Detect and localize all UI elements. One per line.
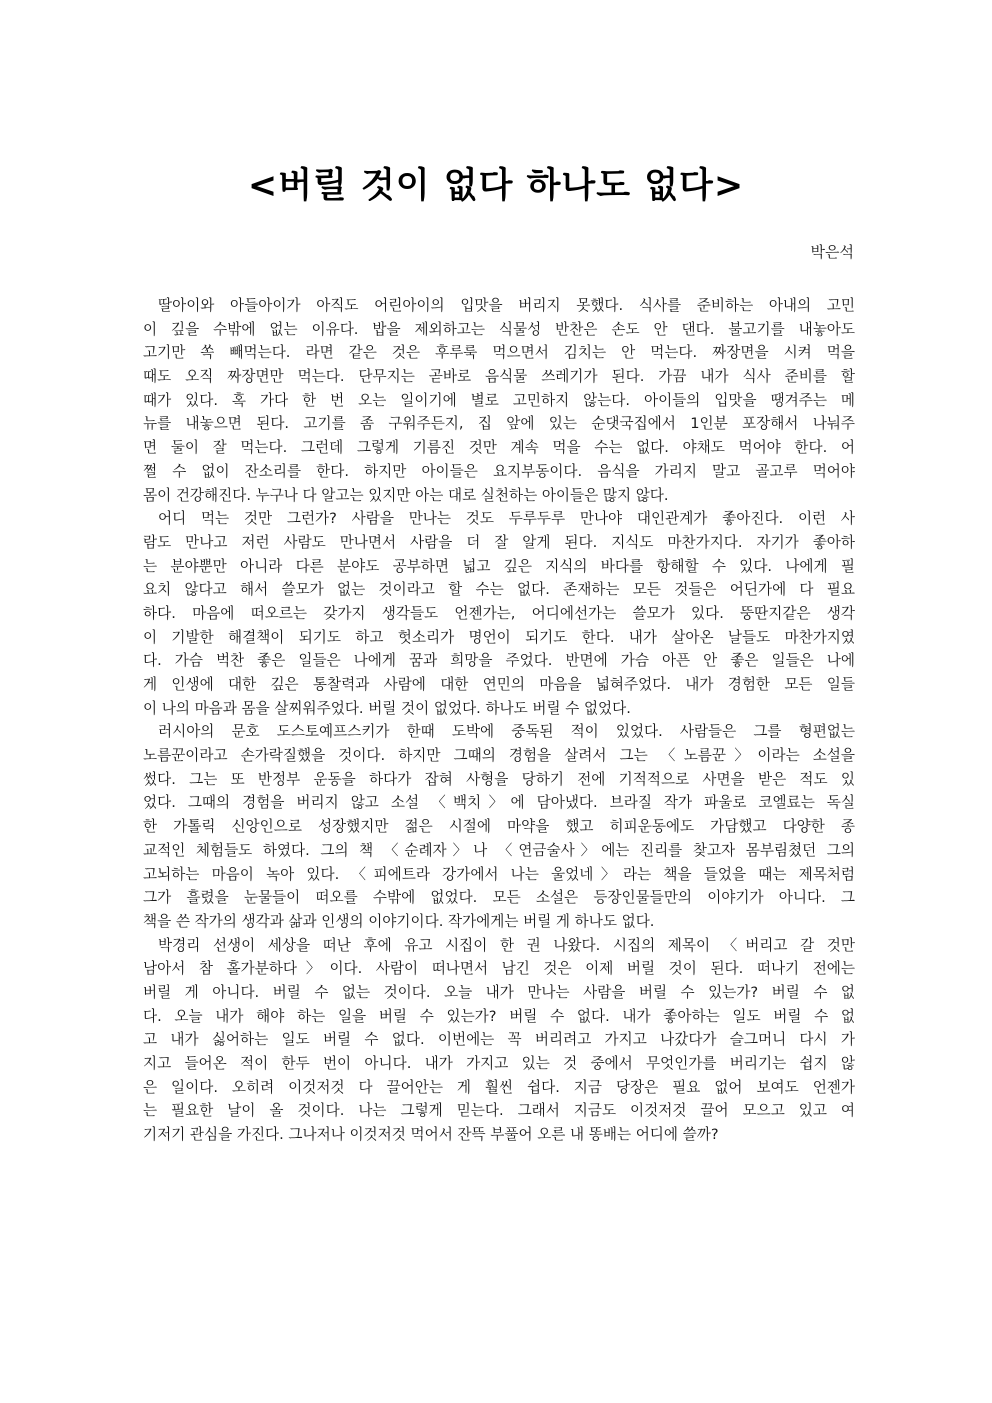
text-line: 다. 오늘 내가 해야 하는 일을 버릴 수 있는가? 버릴 수 없다. 내가 좋아하는 일도 버릴 수 없	[143, 1007, 855, 1025]
text-line: 람도 만나고 저런 사람도 만나면서 사람을 더 잘 알게 된다. 지식도 마찬가지다. 자기가 좋아하	[143, 533, 855, 551]
text-line: 었다. 그때의 경험을 버리지 않고 소설 〈백치〉에 담아냈다. 브라질 작가 파울로 코엘료는 독실	[143, 794, 855, 812]
author-name: 박은석	[810, 243, 854, 261]
text-line: 한 가톨릭 신앙인으로 성장했지만 젊은 시절에 마약을 했고 히피운동에도 가담했고 다양한 종	[143, 818, 855, 836]
text-line: 썼다. 그는 또 반정부 운동을 하다가 잡혀 사형을 당하기 전에 기적적으로 사면을 받은 적도 있	[143, 770, 855, 788]
text-line: 는 필요한 날이 올 것이다. 나는 그렇게 믿는다. 그래서 지금도 이것저것 끌어 모으고 있고 여	[143, 1102, 855, 1120]
text-line: 몸이 건강해진다. 누구나 다 알고는 있지만 아는 대로 실천하는 아이들은 많지 않다.	[143, 486, 669, 504]
text-line: 요치 않다고 해서 쓸모가 없는 것이라고 할 수는 없다. 존재하는 모든 것들은 어딘가에 다 필요	[143, 581, 855, 599]
text-line: 남아서 참 홀가분하다〉이다. 사람이 떠나면서 남긴 것은 이제 버릴 것이 된다. 떠나기 전에는	[143, 960, 855, 978]
text-line: 책을 쓴 작가의 생각과 삶과 인생의 이야기이다. 작가에게는 버릴 게 하나도 없다.	[143, 912, 655, 930]
text-line: 는 분야뿐만 아니라 다른 분야도 공부하면 넓고 깊은 지식의 바다를 항해할 수 있다. 나에게 필	[143, 557, 855, 575]
text-line: 면 둘이 잘 먹는다. 그런데 그렇게 기름진 것만 계속 먹을 수는 없다. 야채도 먹어야 한다. 어	[143, 439, 855, 457]
text-line: 은 일이다. 오히려 이것저것 다 끌어안는 게 훨씬 쉽다. 지금 당장은 필요 없어 보여도 언젠가	[143, 1078, 855, 1096]
paragraph	[143, 294, 855, 507]
text-line: 때도 오직 짜장면만 먹는다. 단무지는 곧바로 음식물 쓰레기가 된다. 가끔 내가 식사 준비를 할	[143, 368, 855, 386]
text-line: 다. 가슴 벅찬 좋은 일들은 나에게 꿈과 희망을 주었다. 반면에 가슴 아픈 안 좋은 일들은 나에	[143, 652, 855, 670]
text-line: 고뇌하는 마음이 녹아 있다. 〈피에트라 강가에서 나는 울었네〉라는 책을 들었을 때는 제목처럼	[143, 865, 855, 883]
text-line: 이 깊을 수밖에 없는 이유다. 밥을 제외하고는 식물성 반찬은 손도 안 댄다. 불고기를 내놓아도	[143, 320, 855, 338]
text-line: 쩔 수 없이 잔소리를 한다. 하지만 아이들은 요지부동이다. 음식을 가리지 말고 골고루 먹어야	[143, 462, 855, 480]
text-line: 버릴 게 아니다. 버릴 수 없는 것이다. 오늘 내가 만나는 사람을 버릴 수 있는가? 버릴 수 없	[143, 983, 855, 1001]
paragraph	[143, 934, 855, 1147]
text-line: 고기만 쏙 빼먹는다. 라면 같은 것은 후루룩 먹으면서 김치는 안 먹는다. 짜장면을 시켜 먹을	[143, 344, 855, 362]
text-line: 러시아의 문호 도스토예프스키가 한때 도박에 중독된 적이 있었다. 사람들은 그를 형편없는	[158, 723, 855, 741]
paragraph	[143, 507, 855, 720]
document-body	[143, 294, 855, 1147]
paragraph	[143, 720, 855, 933]
text-line: 교적인 체험들도 하였다. 그의 책 〈순례자〉나 〈연금술사〉에는 진리를 찾고자 몸부림쳤던 그의	[143, 841, 855, 859]
text-line: 그가 흘렸을 눈물들이 떠오를 수밖에 없었다. 모든 소설은 등장인물들만의 이야기가 아니다. 그	[143, 889, 855, 907]
text-line: 노름꾼이라고 손가락질했을 것이다. 하지만 그때의 경험을 살려서 그는 〈노름꾼〉이라는 소설을	[143, 747, 855, 765]
text-line: 박경리 선생이 세상을 떠난 후에 유고 시집이 한 권 나왔다. 시집의 제목이 〈버리고 갈 것만	[158, 936, 855, 954]
text-line: 이 기발한 해결책이 되기도 하고 헛소리가 명언이 되기도 한다. 내가 살아온 날들도 마찬가지였	[143, 628, 855, 646]
text-line: 딸아이와 아들아이가 아직도 어린아이의 입맛을 버리지 못했다. 식사를 준비하는 아내의 고민	[158, 297, 855, 314]
text-line: 하다. 마음에 떠오르는 갖가지 생각들도 언젠가는, 어디에선가는 쓸모가 있다. 뚱딴지같은 생각	[143, 604, 855, 622]
text-line: 뉴를 내놓으면 된다. 고기를 좀 구워주든지, 집 앞에 있는 순댓국집에서 1인분 포장해서 나눠주	[143, 415, 855, 433]
text-line: 게 인생에 대한 깊은 통찰력과 사람에 대한 연민의 마음을 넓혀주었다. 내가 경험한 모든 일들	[143, 676, 855, 693]
text-line: 기저기 관심을 가진다. 그나저나 이것저것 먹어서 잔뜩 부풀어 오른 내 똥배는 어디에 쓸까?	[143, 1126, 719, 1144]
text-line: 고 내가 싫어하는 일도 버릴 수 없다. 이번에는 꼭 버리려고 가지고 나갔다가 슬그머니 다시 가	[143, 1031, 855, 1049]
text-line: 지고 들어온 적이 한두 번이 아니다. 내가 가지고 있는 것 중에서 무엇인가를 버리기는 쉽지 않	[143, 1055, 855, 1072]
text-line: 이 나의 마음과 몸을 살찌워주었다. 버릴 것이 없었다. 하나도 버릴 수 없었다.	[143, 699, 631, 717]
document-title: <버릴 것이 없다 하나도 없다>	[247, 166, 745, 206]
text-line: 때가 있다. 혹 가다 한 번 오는 일이기에 별로 고민하지 않는다. 아이들의 입맛을 땡겨주는 메	[143, 391, 855, 409]
text-line: 어디 먹는 것만 그런가? 사람을 만나는 것도 두루두루 만나야 대인관계가 좋아진다. 이런 사	[158, 510, 855, 528]
